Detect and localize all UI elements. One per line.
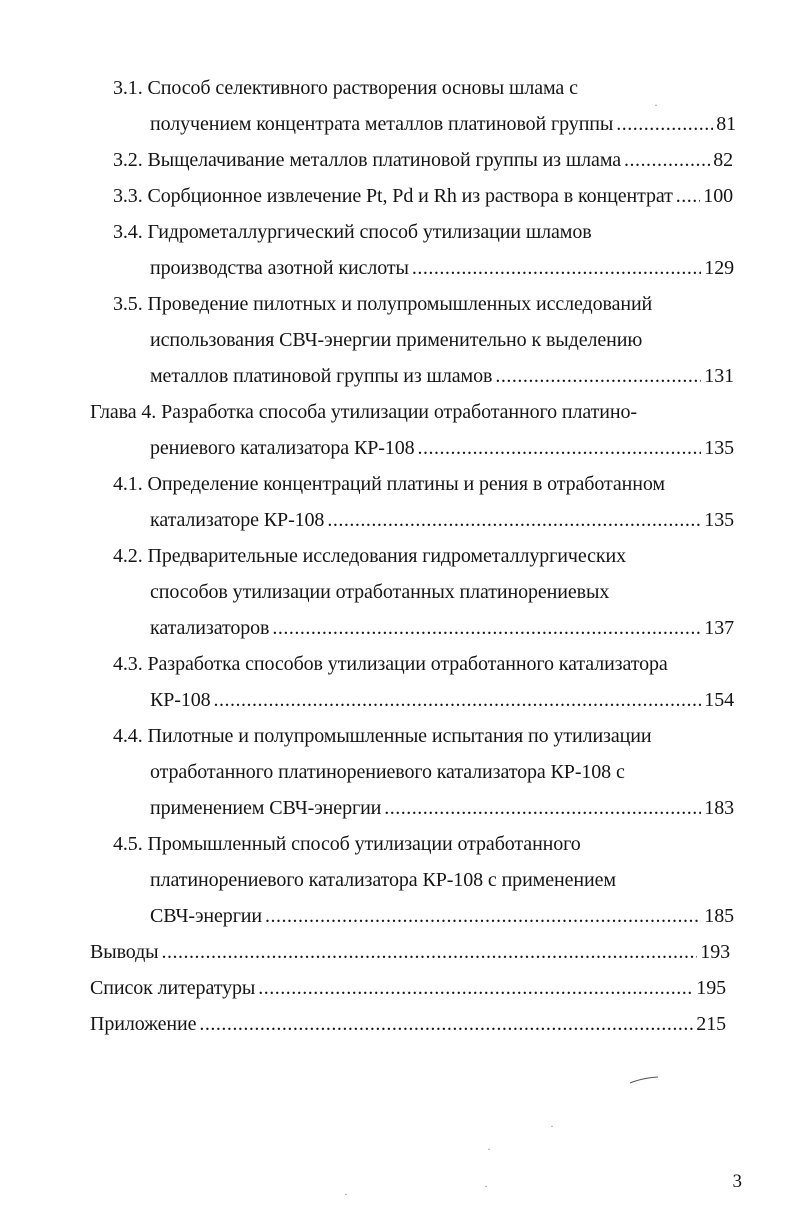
toc-page-number: 81: [716, 113, 736, 135]
leader-dots: [265, 899, 701, 933]
leader-dots: [624, 143, 710, 177]
toc-entry-3-5-line2: использования СВЧ-энергии применительно к выделению: [150, 329, 643, 351]
toc-entry-4-5-line3: [150, 899, 734, 933]
toc-entry-3-1-line2: [150, 107, 736, 141]
toc-entry-3-5-line1: 3.5. Проведение пилотных и полупромышленных исследований: [113, 293, 653, 315]
toc-entry-3-4-line1: 3.4. Гидрометаллургический способ утилизации шламов: [113, 221, 592, 243]
toc-entry-3-1-line1: 3.1. Способ селективного растворения основы шлама с: [113, 77, 578, 99]
leader-dots: [384, 791, 701, 825]
toc-page-number: 183: [704, 797, 734, 819]
toc-page-number: 135: [704, 509, 734, 531]
toc-page-number: 131: [704, 365, 734, 387]
toc-entry-3-4-line2: [150, 251, 734, 285]
toc-page-number: 215: [696, 1013, 726, 1035]
scan-speck: ·: [654, 98, 658, 112]
toc-entry-text: 3.3. Сорбционное извлечение Pt, Pd и Rh из раствора в концентрат: [113, 185, 673, 207]
toc-page-number: 82: [713, 149, 733, 171]
toc-entry-4-4-line2: отработанного платинорениевого катализатора КР-108 с: [150, 761, 625, 783]
toc-entry-text: Выводы: [90, 941, 159, 963]
toc-entry-4-4-line3: [150, 791, 734, 825]
toc-entry-4-1-line2: [150, 503, 734, 537]
leader-dots: [258, 971, 693, 1005]
toc-page-number: 100: [703, 185, 733, 207]
toc-page-number: 135: [704, 437, 734, 459]
leader-dots: [676, 179, 701, 213]
toc-page-number: 185: [704, 905, 734, 927]
toc-entry-text: Список литературы: [90, 977, 256, 999]
leader-dots: [214, 683, 702, 717]
toc-page-number: 137: [704, 617, 734, 639]
toc-entry-3-3: [113, 179, 733, 213]
toc-entry-text: 3.2. Выщелачивание металлов платиновой группы из шлама: [113, 149, 622, 171]
leader-dots: [327, 503, 701, 537]
toc-entry-4-5-line2: платинорениевого катализатора КР-108 с применением: [150, 869, 616, 891]
toc-entry-4-2-line1: 4.2. Предварительные исследования гидрометаллургических: [113, 545, 626, 567]
toc-entry-text: получением концентрата металлов платиновой группы: [150, 113, 614, 135]
leader-dots: [199, 1007, 693, 1041]
toc-entry-appendix: [90, 1007, 726, 1041]
toc-entry-4-4-line1: 4.4. Пилотные и полупромышленные испытания по утилизации: [113, 725, 652, 747]
toc-entry-4-5-line1: 4.5. Промышленный способ утилизации отработанного: [113, 833, 581, 855]
leader-dots: [616, 107, 713, 141]
scan-speck: ·: [484, 1179, 488, 1193]
toc-page-number: 195: [696, 977, 726, 999]
scan-artifact-mark: [628, 1074, 668, 1086]
toc-entry-text: катализаторов: [150, 617, 270, 639]
toc-entry-text: рениевого катализатора КР-108: [150, 437, 415, 459]
toc-page-number: 129: [704, 257, 734, 279]
toc-chapter-4-line2: [150, 431, 734, 465]
leader-dots: [272, 611, 701, 645]
toc-entry-references: [90, 971, 726, 1005]
toc-entry-4-2-line2: способов утилизации отработанных платинорениевых: [150, 581, 610, 603]
scan-speck: ·: [487, 1142, 491, 1156]
toc-entry-4-2-line3: [150, 611, 734, 645]
page-number: 3: [732, 1171, 742, 1192]
toc-entry-3-2: [113, 143, 733, 177]
toc-entry-4-3-line1: 4.3. Разработка способов утилизации отработанного катализатора: [113, 653, 668, 675]
toc-entry-text: КР-108: [150, 689, 211, 711]
toc-chapter-4-line1: Глава 4. Разработка способа утилизации отработанного платино-: [90, 401, 637, 423]
scan-artifact-stroke: [630, 1077, 658, 1083]
scan-speck: ·: [344, 1187, 348, 1201]
toc-entry-text: применением СВЧ-энергии: [150, 797, 382, 819]
toc-entry-conclusions: [90, 935, 730, 969]
toc-page-number: 154: [704, 689, 734, 711]
leader-dots: [412, 251, 701, 285]
toc-page-number: 193: [700, 941, 730, 963]
toc-entry-4-3-line2: [150, 683, 734, 717]
leader-dots: [162, 935, 698, 969]
toc-entry-text: катализаторе КР-108: [150, 509, 325, 531]
toc-entry-3-5-line3: [150, 359, 734, 393]
toc-entry-text: СВЧ-энергии: [150, 905, 263, 927]
leader-dots: [495, 359, 701, 393]
toc-entry-text: металлов платиновой группы из шламов: [150, 365, 493, 387]
toc-entry-4-1-line1: 4.1. Определение концентраций платины и рения в отработанном: [113, 473, 665, 495]
scan-speck: ·: [550, 1119, 554, 1133]
leader-dots: [418, 431, 702, 465]
toc-entry-text: Приложение: [90, 1013, 197, 1035]
toc-entry-text: производства азотной кислоты: [150, 257, 409, 279]
